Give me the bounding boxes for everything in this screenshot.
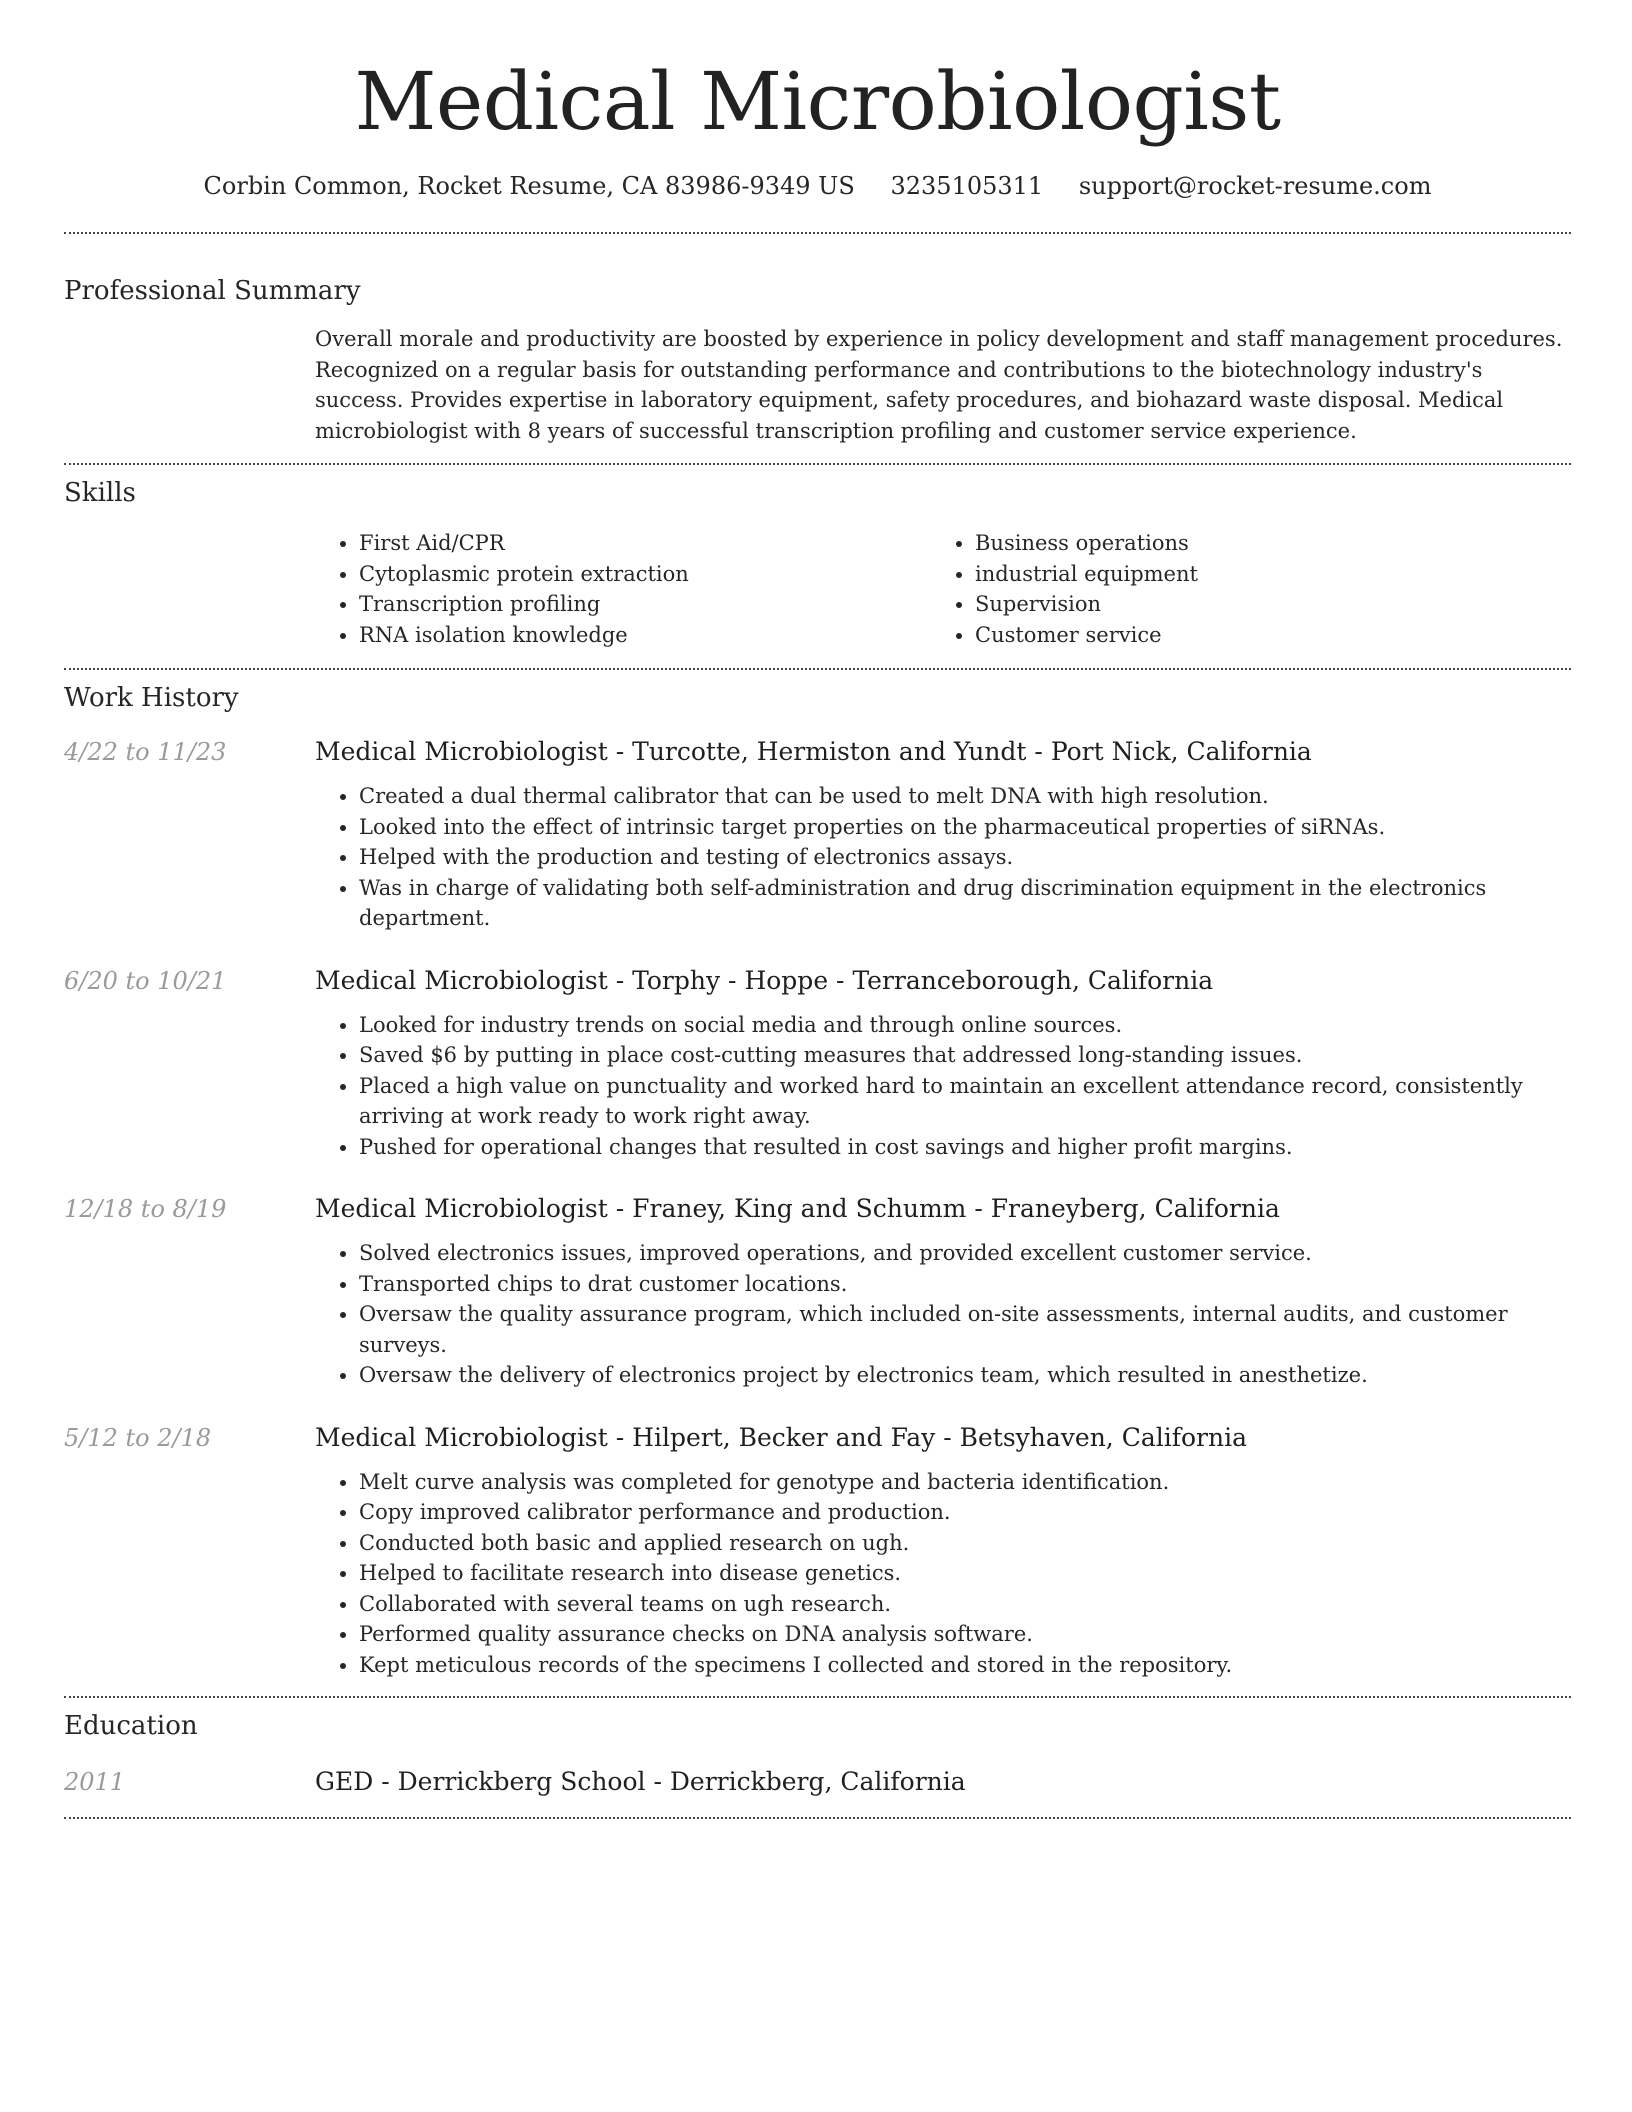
job-bullet: • Looked into the effect of intrinsic target properties on the pharmaceutical properties of siRNAs. <box>359 812 1571 843</box>
job-bullet: • Melt curve analysis was completed for genotype and bacteria identification. <box>359 1467 1571 1498</box>
skill-item: • Customer service <box>975 620 1571 651</box>
contact-email: support@rocket-resume.com <box>1078 172 1432 200</box>
job-bullet: • Saved $6 by putting in place cost-cutting measures that addressed long-standing issues. <box>359 1040 1571 1071</box>
section-title-work-history: Work History <box>64 683 239 713</box>
job-bullets <box>315 1238 1571 1391</box>
education-section <box>64 1709 1571 1799</box>
education-date: 2011 <box>64 1768 126 1796</box>
skill-item: • industrial equipment <box>975 559 1571 590</box>
contact-phone: 3235105311 <box>890 172 1044 200</box>
job-date: 4/22 to 11/23 <box>64 738 227 766</box>
skills-grid <box>315 528 1571 650</box>
job-heading: Medical Microbiologist - Franey, King and Schumm - Franeyberg, California <box>315 1194 1280 1223</box>
job-bullets <box>315 781 1571 934</box>
job-heading: Medical Microbiologist - Hilpert, Becker and Fay - Betsyhaven, California <box>315 1422 1247 1452</box>
job-bullet: • Conducted both basic and applied research on ugh. <box>359 1528 1571 1559</box>
job-bullet: • Performed quality assurance checks on DNA analysis software. <box>359 1619 1571 1650</box>
summary-text: Overall morale and productivity are boosted by experience in policy development and staff management procedures. Recognized on a regular basis for outstanding performance and contributions to the biotechnology industry's success. Provides expertise in laboratory equipment, safety procedures, and biohazard waste disposal. Medical microbiologist with 8 years of successful transcription profiling and customer service experience. <box>315 327 1563 443</box>
education-heading: GED - Derrickberg School - Derrickberg, California <box>315 1767 966 1796</box>
job-bullets <box>315 1010 1571 1163</box>
skill-item: • Supervision <box>975 589 1571 620</box>
job-entry <box>64 1192 1571 1391</box>
job-entry <box>64 1421 1571 1681</box>
job-entry <box>64 735 1571 934</box>
divider <box>64 463 1571 465</box>
job-bullet: • Pushed for operational changes that resulted in cost savings and higher profit margins. <box>359 1132 1571 1163</box>
job-bullet: • Copy improved calibrator performance and production. <box>359 1497 1571 1528</box>
work-history-section <box>64 681 1571 1680</box>
summary-body <box>315 324 1571 446</box>
job-date: 6/20 to 10/21 <box>64 966 227 995</box>
job-bullet: • Helped to facilitate research into disease genetics. <box>359 1558 1571 1589</box>
skill-item: • Business operations <box>975 528 1571 559</box>
skill-item: • Cytoplasmic protein extraction <box>359 559 931 590</box>
divider <box>64 668 1571 670</box>
resume-title: Medical Microbiologist <box>354 55 1281 148</box>
summary-section <box>64 274 1571 446</box>
section-title-education: Education <box>64 1711 198 1741</box>
job-heading: Medical Microbiologist - Turcotte, Hermiston and Yundt - Port Nick, California <box>315 737 1312 766</box>
skills-section <box>64 476 1571 650</box>
job-bullet: • Kept meticulous records of the specimens I collected and stored in the repository. <box>359 1650 1571 1681</box>
contact-line <box>64 170 1571 202</box>
job-bullet: • Created a dual thermal calibrator that can be used to melt DNA with high resolution. <box>359 781 1571 812</box>
job-bullet: • Looked for industry trends on social media and through online sources. <box>359 1010 1571 1041</box>
skill-item: • RNA isolation knowledge <box>359 620 931 651</box>
divider <box>64 232 1571 234</box>
divider <box>64 1817 1571 1819</box>
job-bullet: • Oversaw the delivery of electronics project by electronics team, which resulted in anesthetize. <box>359 1360 1571 1391</box>
section-title-summary: Professional Summary <box>64 276 361 306</box>
job-date: 12/18 to 8/19 <box>64 1195 227 1223</box>
job-entry <box>64 964 1571 1163</box>
job-bullet: • Was in charge of validating both self-administration and drug discrimination equipment in the electronics department. <box>359 873 1571 934</box>
job-bullet: • Oversaw the quality assurance program, which included on-site assessments, internal audits, and customer surveys. <box>359 1299 1571 1360</box>
contact-address: Corbin Common, Rocket Resume, CA 83986-9349 US <box>203 172 855 200</box>
job-bullet: • Transported chips to drat customer locations. <box>359 1269 1571 1300</box>
job-heading: Medical Microbiologist - Torphy - Hoppe - Terranceborough, California <box>315 965 1214 995</box>
job-bullets <box>315 1467 1571 1681</box>
skill-item: • First Aid/CPR <box>359 528 931 559</box>
skills-list-left <box>315 528 931 650</box>
skills-list-right <box>931 528 1571 650</box>
job-bullet: • Placed a high value on punctuality and worked hard to maintain an excellent attendance record, consistently arriving at work ready to work right away. <box>359 1071 1571 1132</box>
job-bullet: • Collaborated with several teams on ugh research. <box>359 1589 1571 1620</box>
skill-item: • Transcription profiling <box>359 589 931 620</box>
education-entry <box>64 1765 1571 1799</box>
job-date: 5/12 to 2/18 <box>64 1423 212 1452</box>
job-bullet: • Helped with the production and testing of electronics assays. <box>359 842 1571 873</box>
job-bullet: • Solved electronics issues, improved operations, and provided excellent customer service. <box>359 1238 1571 1269</box>
resume-page <box>64 0 1571 1819</box>
divider <box>64 1696 1571 1698</box>
section-title-skills: Skills <box>64 478 136 508</box>
